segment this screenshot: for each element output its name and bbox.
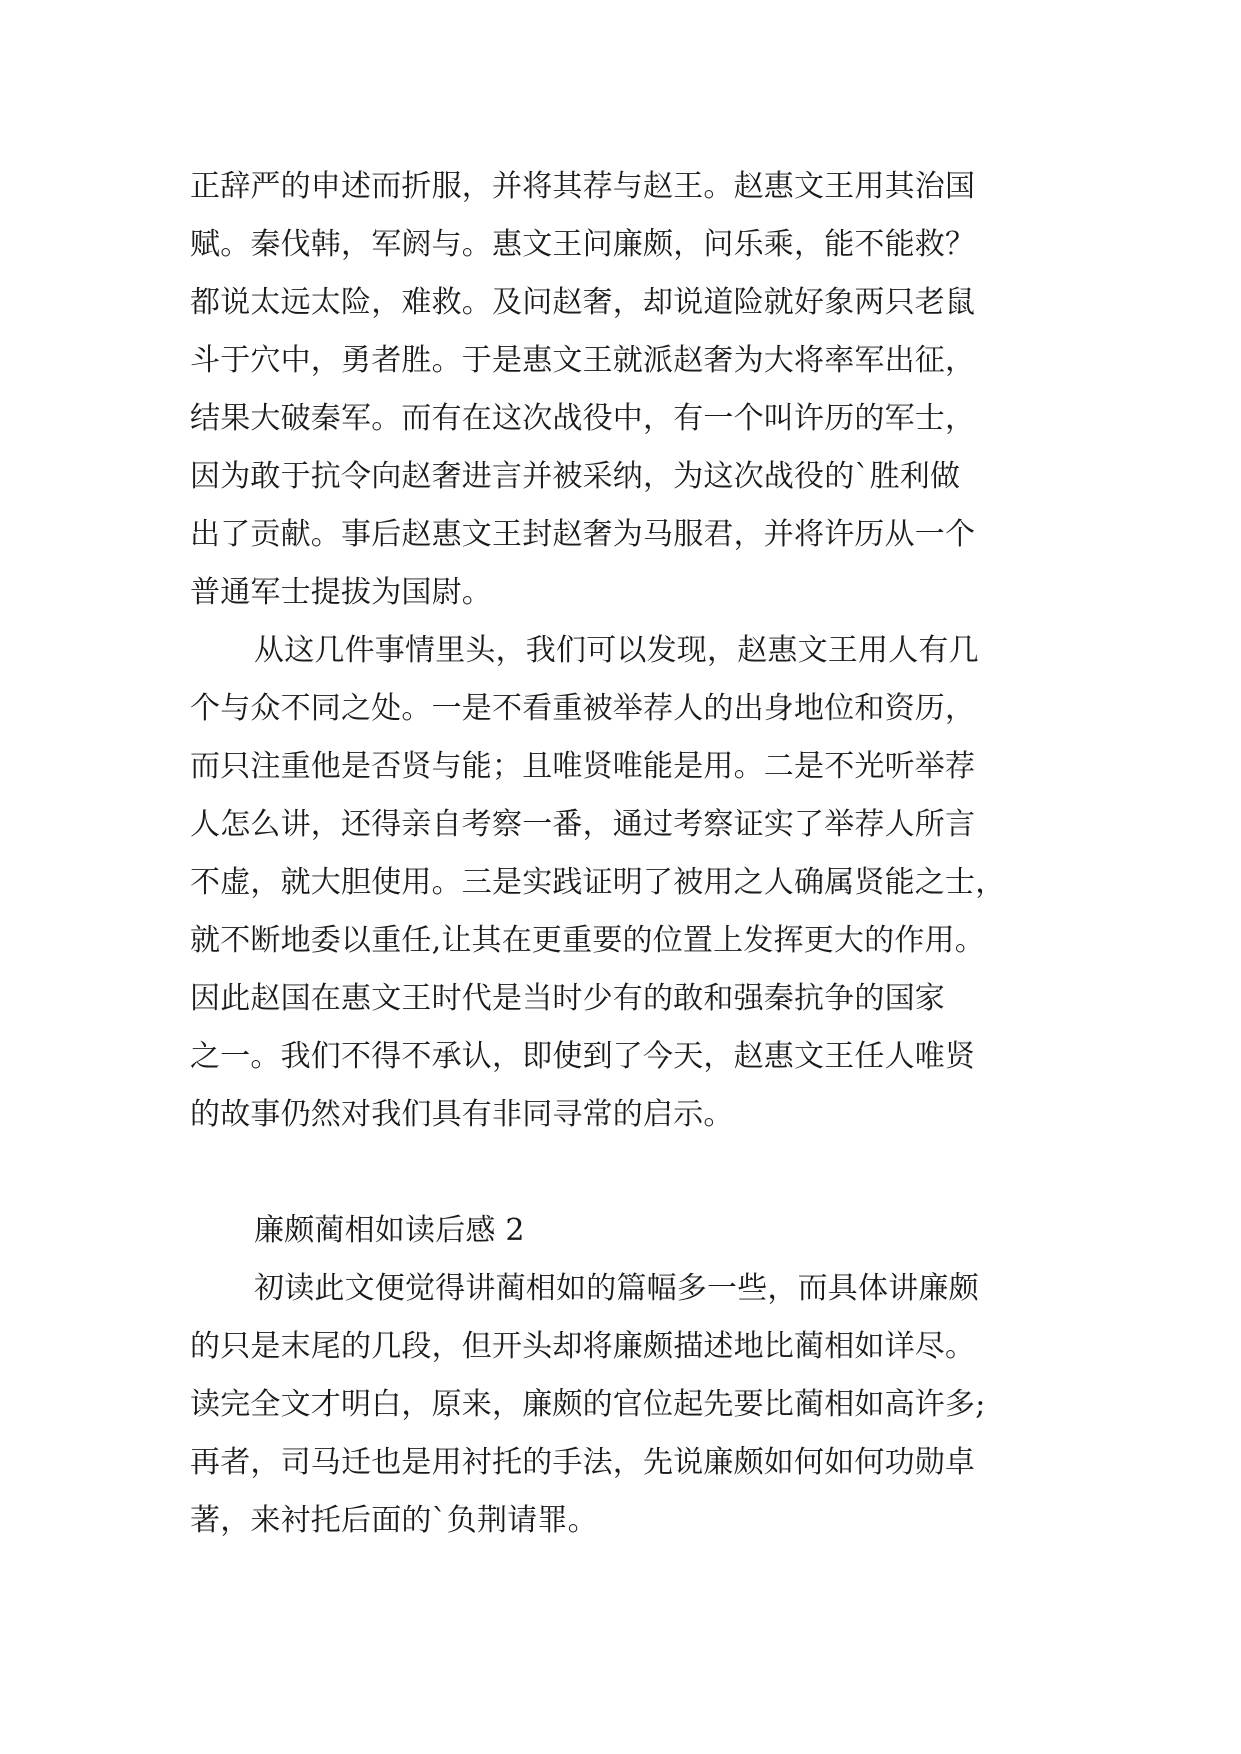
paragraph-line: 赋。秦伐韩，军阏与。惠文王问廉颇，问乐乘，能不能救？ (190, 227, 976, 262)
paragraph-line: 再者，司马迁也是用衬托的手法，先说廉颇如何如何功勋卓 (190, 1445, 976, 1480)
paragraph-line: 从这几件事情里头，我们可以发现，赵惠文王用人有几 (254, 633, 979, 668)
paragraph-line: 都说太远太险，难救。及问赵奢，却说道险就好象两只老鼠 (190, 285, 976, 320)
section-1-text (190, 158, 1090, 1144)
section-2-text (190, 1202, 1090, 1550)
paragraph-line: 出了贡献。事后赵惠文王封赵奢为马服君，并将许历从一个 (190, 517, 976, 552)
paragraph-line: 斗于穴中，勇者胜。于是惠文王就派赵奢为大将率军出征， (190, 343, 976, 378)
paragraph-line: 之一。我们不得不承认，即使到了今天，赵惠文王任人唯贤 (190, 1039, 976, 1074)
paragraph-line: 结果大破秦军。而有在这次战役中，有一个叫许历的军士， (190, 401, 976, 436)
paragraph-line: 的只是末尾的几段，但开头却将廉颇描述地比蔺相如详尽。 (190, 1329, 976, 1364)
paragraph-line: 个与众不同之处。一是不看重被举荐人的出身地位和资历， (190, 691, 976, 726)
paragraph-line: 正辞严的申述而折服，并将其荐与赵王。赵惠文王用其治国 (190, 169, 976, 204)
paragraph-line: 普通军士提拔为国尉。 (190, 575, 492, 610)
paragraph-line: 因此赵国在惠文王时代是当时少有的敢和强秦抗争的国家 (190, 981, 945, 1016)
paragraph-line: 就不断地委以重任,让其在更重要的位置上发挥更大的作用。 (190, 923, 985, 958)
paragraph-line: 的故事仍然对我们具有非同寻常的启示。 (190, 1097, 734, 1132)
paragraph-line: 不虚，就大胆使用。三是实践证明了被用之人确属贤能之士， (190, 865, 1006, 900)
paragraph-line: 著，来衬托后面的`负荆请罪。 (190, 1503, 598, 1538)
paragraph-line: 初读此文便觉得讲蔺相如的篇幅多一些，而具体讲廉颇 (254, 1271, 979, 1306)
paragraph-line: 而只注重他是否贤与能；且唯贤唯能是用。二是不光听举荐 (190, 749, 976, 784)
paragraph-line: 因为敢于抗令向赵奢进言并被采纳，为这次战役的`胜利做 (190, 459, 961, 494)
section-heading: 廉颇蔺相如读后感 2 (254, 1213, 525, 1248)
paragraph-line: 读完全文才明白，原来，廉颇的官位起先要比蔺相如高许多; (190, 1387, 986, 1422)
paragraph-line: 人怎么讲，还得亲自考察一番，通过考察证实了举荐人所言 (190, 807, 976, 842)
